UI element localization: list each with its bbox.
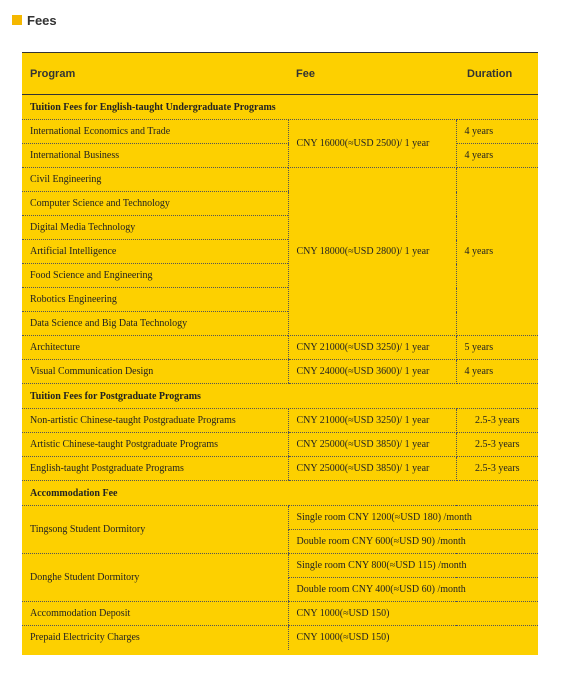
duration-cell: 5 years — [456, 336, 538, 360]
fee-cell: CNY 1000(≈USD 150) — [288, 626, 538, 650]
program-cell: International Economics and Trade — [22, 120, 288, 144]
duration-cell: 4 years — [456, 120, 538, 144]
header-duration: Duration — [456, 53, 538, 95]
program-cell: Prepaid Electricity Charges — [30, 632, 140, 644]
program-cell: International Business — [22, 144, 288, 168]
duration-cell: 2.5-3 years — [456, 409, 538, 433]
table-row — [22, 602, 538, 626]
program-cell: English-taught Postgraduate Programs — [22, 457, 288, 481]
table-row — [22, 168, 538, 192]
table-row — [22, 554, 538, 578]
duration-cell: 4 years — [456, 360, 538, 384]
program-cell: Data Science and Big Data Technology — [22, 312, 288, 336]
header-fee: Fee — [288, 53, 456, 95]
fee-cell: Double room CNY 600(≈USD 90) /month — [288, 530, 538, 554]
section-header — [12, 12, 57, 28]
fees-table-panel — [22, 52, 538, 655]
fee-cell: CNY 24000(≈USD 3600)/ 1 year — [288, 360, 456, 384]
page-title: Fees — [27, 12, 57, 28]
fees-table — [22, 52, 538, 650]
program-cell: Digital Media Technology — [22, 216, 288, 240]
table-row — [22, 120, 538, 144]
program-cell: Computer Science and Technology — [22, 192, 288, 216]
section-marker-icon — [12, 15, 22, 25]
program-cell: Accommodation Deposit — [22, 602, 288, 626]
section-title-postgrad: Tuition Fees for Postgraduate Programs — [22, 384, 538, 409]
duration-cell: 2.5-3 years — [456, 457, 538, 481]
fee-cell: Single room CNY 800(≈USD 115) /month — [288, 554, 538, 578]
program-cell: Non-artistic Chinese-taught Postgraduate Programs — [22, 409, 288, 433]
dormitory-name-cell: Donghe Student Dormitory — [22, 554, 288, 602]
fee-cell: CNY 21000(≈USD 3250)/ 1 year — [288, 409, 456, 433]
fee-cell: CNY 25000(≈USD 3850)/ 1 year — [288, 433, 456, 457]
program-cell: Civil Engineering — [22, 168, 288, 192]
fee-cell: CNY 16000(≈USD 2500)/ 1 year — [288, 120, 456, 168]
fee-cell: Double room CNY 400(≈USD 60) /month — [288, 578, 538, 602]
fee-cell: CNY 21000(≈USD 3250)/ 1 year — [288, 336, 456, 360]
duration-cell: 2.5-3 years — [456, 433, 538, 457]
fee-cell: Single room CNY 1200(≈USD 180) /month — [288, 506, 538, 530]
table-row — [22, 360, 538, 384]
duration-cell: 4 years — [456, 144, 538, 168]
duration-cell: 4 years — [456, 168, 538, 336]
program-cell: Robotics Engineering — [22, 288, 288, 312]
section-title-undergrad: Tuition Fees for English-taught Undergraduate Programs — [22, 95, 538, 120]
table-row — [22, 626, 538, 650]
section-title-accommodation: Accommodation Fee — [22, 481, 538, 506]
fee-cell: CNY 25000(≈USD 3850)/ 1 year — [288, 457, 456, 481]
program-cell: Architecture — [22, 336, 288, 360]
table-row — [22, 457, 538, 481]
fee-cell: CNY 1000(≈USD 150) — [288, 602, 538, 626]
program-cell: Artistic Chinese-taught Postgraduate Programs — [22, 433, 288, 457]
program-cell: Visual Communication Design — [22, 360, 288, 384]
section-row-undergrad — [22, 95, 538, 120]
table-row — [22, 433, 538, 457]
section-row-postgrad — [22, 384, 538, 409]
table-header-row — [22, 53, 538, 95]
header-program: Program — [22, 53, 288, 95]
table-row — [22, 336, 538, 360]
fee-cell: CNY 18000(≈USD 2800)/ 1 year — [288, 168, 456, 336]
table-row — [22, 144, 538, 168]
program-cell: Food Science and Engineering — [22, 264, 288, 288]
dormitory-name-cell: Tingsong Student Dormitory — [22, 506, 288, 554]
section-row-accommodation — [22, 481, 538, 506]
table-row — [22, 506, 538, 530]
program-cell: Artificial Intelligence — [22, 240, 288, 264]
table-row — [22, 409, 538, 433]
